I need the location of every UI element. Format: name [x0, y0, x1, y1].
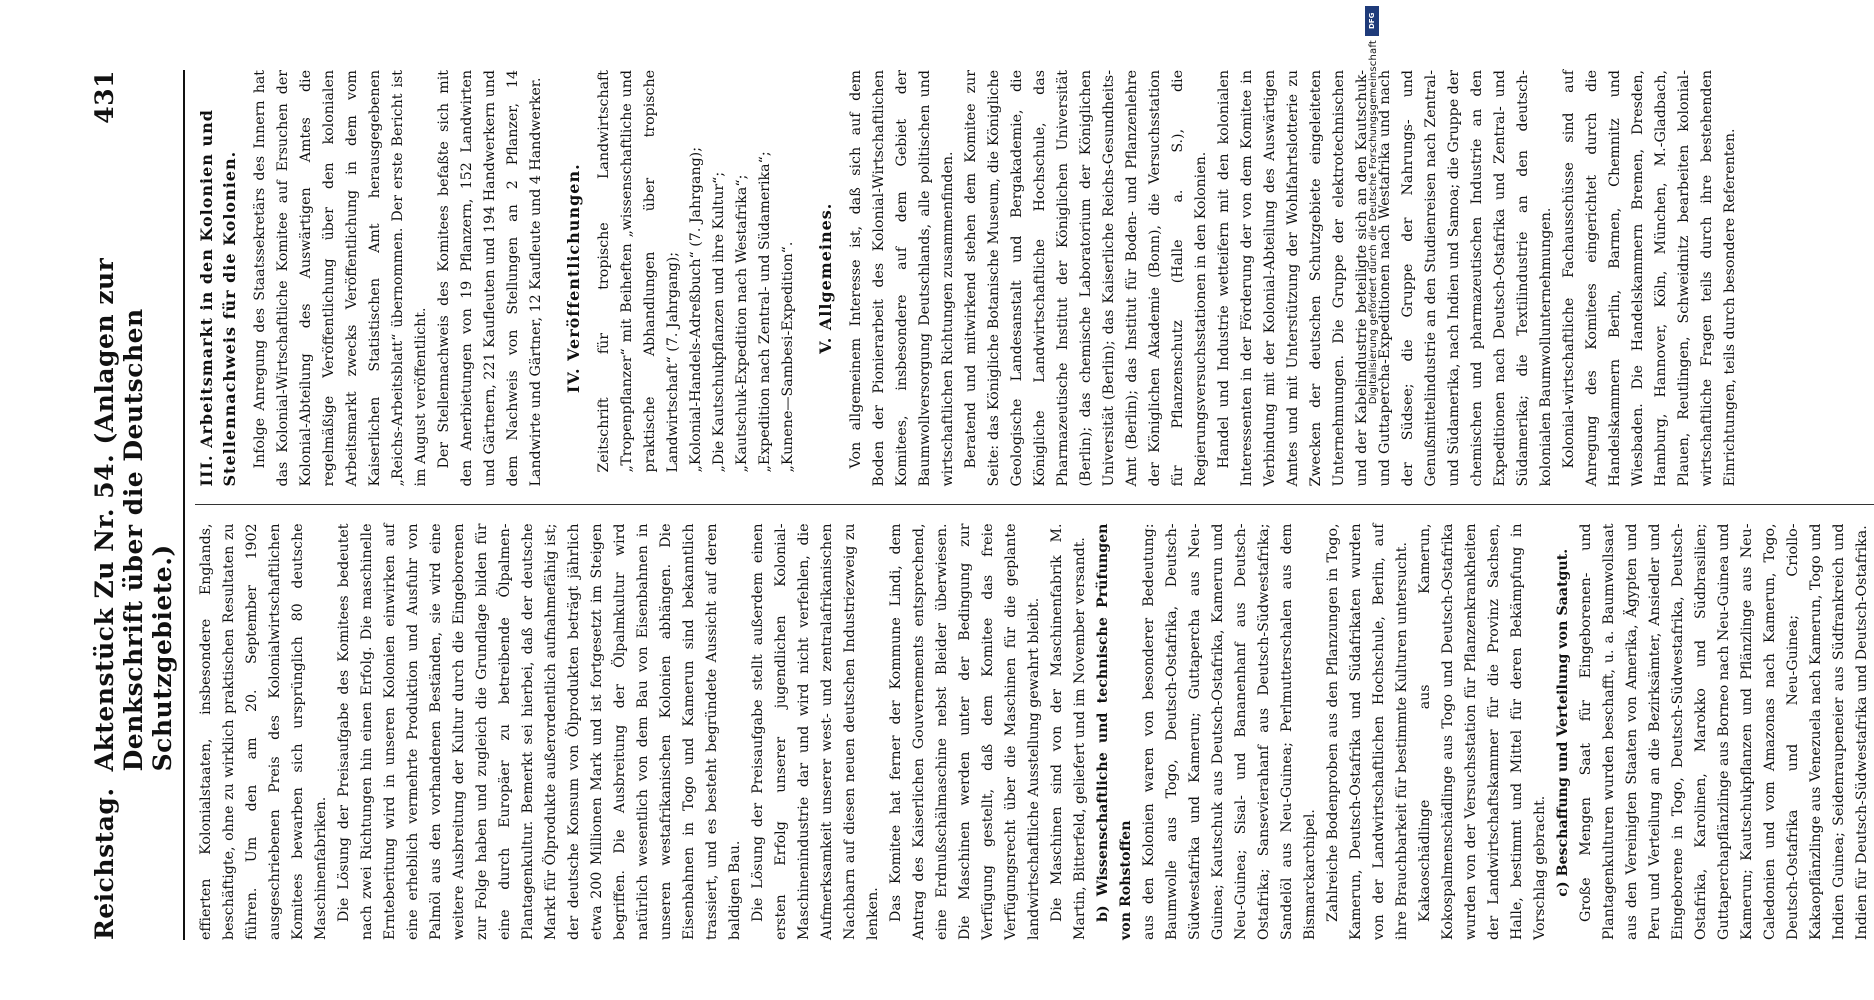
list-item: „Expedition nach Zentral- und Südamerika“;: [757, 151, 773, 473]
list-item: Zeitschrift für tropische Landwirtschaft „Tropenpflanzer“ mit Beiheften „wissenschaftliche und praktische Abhandlungen über tropische Landwirtschaft“ (7. Jahrgang);: [596, 70, 681, 473]
paragraph: effierten Kolonialstaaten, insbesondere Englands, beschäftigte, ohne zu wirklich praktischen Resultaten zu führen. Um den am 20. September 1902 ausgeschriebenen Preis des Kolonialwirtschaftlichen Komitees bewarben sich ursprünglich 80 deutsche Maschinenfabriken.: [198, 523, 329, 940]
digitization-note: Digitalisierung gefördert durch die Deutsche Forschungsgemeinschaft: [1368, 40, 1379, 405]
column-left: [195, 524, 1874, 941]
list-item: „Kunene—Sambesi-Expedition“.: [780, 241, 796, 473]
list-item: „Die Kautschukpflanzen und ihre Kultur“;: [711, 171, 727, 473]
page-header: [90, 70, 185, 940]
paragraph: Die Lösung der Preisaufgabe des Komitees bedeutet nach zwei Richtungen hin einen Erfolg. Die maschinelle Ernteberitung wird in unseren Kolonien einwirken auf eine erheblich vermehrte Produktion und Ausfuhr von Palmöl aus den vorhandenen Beständen, sie wird eine weitere Ausbreitung der Kultur durch die Eingeborenen zur Folge haben und zugleich die Grundlage bilden für eine durch Europäer zu betreibende Ölpalmen-Plantagenkultur. Bemerkt sei hierbei, daß der deutsche Markt für Ölprodukte außerordentlich aufnahmefähig ist; der deutsche Konsum von Ölprodukten beträgt jährlich etwa 200 Millionen Mark und ist fortgesetzt im Steigen begriffen. Die Ausbreitung der Ölpalmkultur wird natürlich wesentlich von dem Bau von Eisenbahnen in unseren westafrikanischen Kolonien abhängen. Die Eisenbahnen in Togo und Kamerun sind bekanntlich trassiert, und es besteht begründete Aussicht auf deren baldigen Bau.: [336, 523, 743, 940]
paragraph: Zahlreiche Bodenproben aus den Pflanzungen in Togo, Kamerun, Deutsch-Ostafrika und Südafrikaten wurden von der Landwirtschaftlichen Hochschule, Berlin, auf ihre Brauchbarkeit für bestimmte Kulturen untersucht.: [1325, 523, 1410, 940]
paragraph: Große Mengen Saat für Eingeborenen- und Plantagenkulturen wurden beschafft, u. a. Baumwollsaat aus den Vereinigten Staaten von Amerika, Ägypten und Peru und Verteilung an die Bezirksämter, Ansiedler und Eingeborene in Togo, Deutsch-Südwestafrika, Deutsch-Ostafrika, Karolinen, Marokko und Südbrasilien; Guttaperchapflänzlinge aus Borneo nach Neu-Guinea und Kamerun; Kautschukpflanzen und Pflänzlinge aus Neu-Caledonien und vom Amazonas nach Kamerun, Togo, Deutsch-Ostafrika und Neu-Guinea; Criollo-Kakaopflänzlinge aus Venezuela nach Kamerun, Togo und Indien Guinea; Seidenraupeneier aus Südfrankreich und Indien für Deutsch-Südwestafrika und Deutsch-Ostafrika.: [1578, 523, 1870, 940]
section-4-heading: IV. Veröffentlichungen.: [564, 163, 583, 394]
paragraph: aus den Kolonien waren von besonderer Bedeutung: Baumwolle aus Togo, Deutsch-Ostafrika, Deutsch-Südwestafrika und Kamerun; Guttapercha aus Neu-Guinea; Kautschuk aus Deutsch-Ostafrika, Kamerun und Neu-Guinea; Sisal- und Bananenhanf aus Deutsch-Ostafrika; Sansevierahanf aus Deutsch-Südwestafrika; Sandelöl aus Neu-Guinea; Perlmutterschalen aus dem Bismarckarchipel.: [1141, 523, 1318, 940]
subsection-c-heading: c) Beschaffung und Verteilung von Saatgut.: [1555, 548, 1571, 897]
subsection-b-heading: b) Wissenschaftliche und technische Prüfungen von Rohstoffen: [1095, 523, 1134, 940]
dfg-logo: DFG: [1365, 6, 1379, 36]
columns: [195, 70, 1874, 940]
publications-list: [593, 70, 800, 487]
paragraph: Kolonial-wirtschaftliche Fachausschüsse sind auf Anregung des Komitees eingerichtet durch die Handelskammern Berlin, Barmen, Chemnitz und Wiesbaden. Die Handelskammern Bremen, Dresden, Hamburg, Hannover, Köln, München, M.-Gladbach, Plauen, Reutlingen, Schweidnitz bearbeiten kolonial-wirtschaftliche Fragen teils durch ihre bestehenden Einrichtungen, teils durch besondere Referenten.: [1561, 70, 1738, 487]
list-item: „Kolonial-Handels-Adreßbuch“ (7. Jahrgang);: [688, 147, 704, 473]
column-right: [195, 70, 1874, 487]
paragraph: Kakaoschädlinge aus Kamerun, Kokospalmenschädlinge aus Togo und Deutsch-Ostafrika wurden von der Versuchsstation für Pflanzenkrankheiten der Landwirtschaftskammer für die Provinz Sachsen, Halle, bestimmt und Mittel für deren Bekämpfung in Vorschlag gebracht.: [1417, 523, 1548, 940]
paragraph: Beratend und mitwirkend stehen dem Komitee zur Seite: das Königliche Botanische Museum, die Königliche Geologische Landesanstalt und Bergakademie, die Königliche Landwirtschaftliche Hochschule, das Pharmazeutische Institut der Königlichen Universität (Berlin); das chemische Laboratorium der Königlichen Universität (Berlin); das Kaiserliche Reichs-Gesundheits-Amt (Berlin); das Institut für Boden- und Pflanzenlehre der Königlichen Akademie (Bonn), die Versuchsstation für Pflanzenschutz (Halle a. S.), die Regierungsversuchsstationen in den Kolonien.: [963, 70, 1209, 487]
list-item: „Kautschuk-Expedition nach Westafrika“;: [734, 174, 750, 473]
section-3-heading: III. Arbeitsmarkt in den Kolonien und Stellennachweis für die Kolonien.: [197, 109, 239, 487]
paragraph: Die Lösung der Preisaufgabe stellt außerdem einen ersten Erfolg unserer jugendlichen Kolonial-Maschinenindustrie dar und wird nicht verfehlen, die Aufmerksamkeit unserer west- und zentralafrikanischen Nachbarn auf diesen neuen deutschen Industriezweig zu lenken.: [750, 523, 881, 940]
column-divider: [195, 505, 1874, 506]
section-5-heading: V. Allgemeines.: [816, 202, 835, 354]
paragraph: Das Komitee hat ferner der Kommune Lindi, dem Antrag des Kaiserlichen Gouvernements entsprechend, eine Erdnußschälmaschine nebst Bleider überwiesen. Die Maschinen werden unter der Bedingung zur Verfügung gestellt, daß dem Komitee das freie Verfügungsrecht über die Maschinen für die geplante landwirtschaftliche Ausstellung gewahrt bleibt.: [888, 523, 1042, 940]
paragraph: Der Stellennachweis des Komitees befaßte sich mit den Anerbietungen von 19 Pflanzern, 152 Landwirten und Gärtnern, 221 Kaufleuten und 194 Handwerkern und dem Nachweis von Stellungen an 2 Pflanzer, 14 Landwirte und Gärtner, 12 Kaufleute und 4 Handwerker.: [436, 70, 544, 487]
page-number: 431: [90, 70, 119, 124]
paragraph: Infolge Anregung des Staatssekretärs des Innern hat das Kolonial-Wirtschaftliche Komitee auf Ersuchen der Kolonial-Abteilung des Auswärtigen Amtes die regelmäßige Veröffentlichung über den kolonialen Arbeitsmarkt zwecks Veröffentlichung in dem vom Kaiserlichen Statistischen Amt herausgegebenen „Reichs-Arbeitsblatt“ übernommen. Der erste Bericht ist im August veröffentlicht.: [252, 70, 429, 487]
header-left: Reichstag.: [90, 787, 119, 940]
header-title: Aktenstück Zu Nr. 54. (Anlagen zur Denkschrift über die Deutschen Schutzgebiete.): [90, 257, 177, 772]
paragraph: Handel und Industrie wetteifern mit den kolonialen Interessenten in der Förderung der von dem Komitee in Verbindung mit der Kolonial-Abteilung des Auswärtigen Amtes und mit Unterstützung der Wohlfahrtslotterie zu Zwecken der deutschen Schutzgebiete eingeleiteten Unternehmungen. Die Gruppe der elektrotechnischen und der Kabelindustrie beteiligte sich an den Kautschuk- und Guttapercha-Expeditionen nach Westafrika und nach der Südsee; die Gruppe der Nahrungs- und Genußmittelindustrie an den Studienreisen nach Zentral- und Südamerika, nach Indien und Samoa; die Gruppe der chemischen und pharmazeutischen Industrie an den Expeditionen nach Deutsch-Ostafrika und Zentral- und Südamerika; die Textilindustrie an den deutsch-kolonialen Baumwollunternehmungen.: [1216, 70, 1554, 487]
paragraph: Von allgemeinem Interesse ist, daß sich auf dem Boden der Pionierarbeit des Kolonial-Wirtschaftlichen Komitees, insbesondere auf dem Gebiet der Baumwollversorgung Deutschlands, alle politischen und wirtschaftlichen Richtungen zusammenfinden.: [848, 70, 956, 487]
paragraph: Die Maschinen sind von der Maschinenfabrik M. Martin, Bitterfeld, geliefert und im November versandt.: [1049, 523, 1088, 940]
